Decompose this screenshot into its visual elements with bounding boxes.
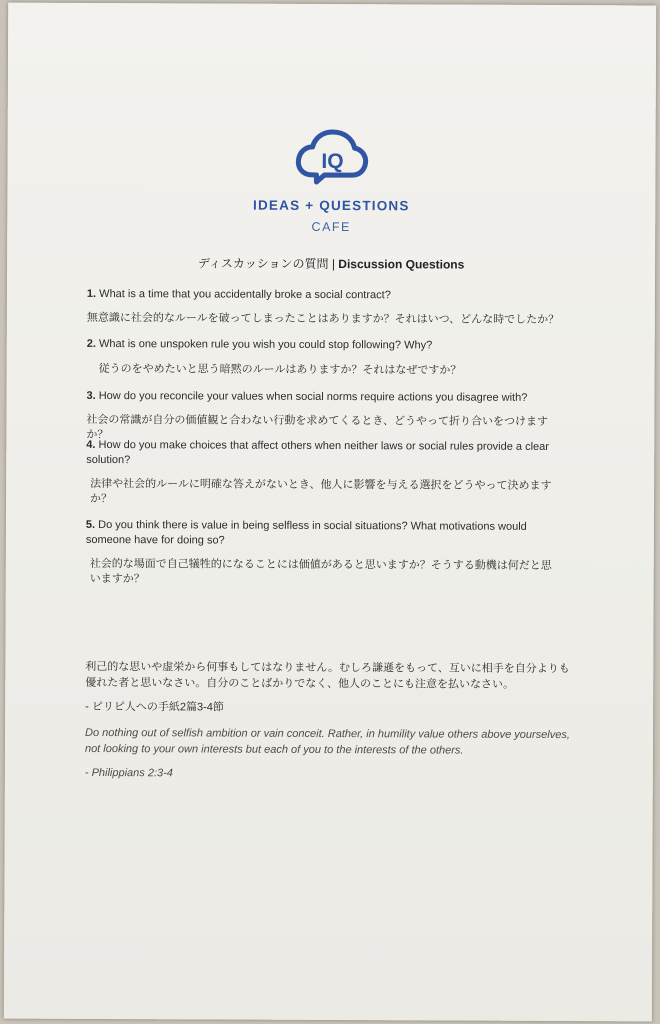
question-2-ja: 従うのをやめたいと思う暗黙のルールはありますか？それはなぜですか？ [98, 362, 462, 377]
quote-english: Do nothing out of selfish ambition or vain conceit. Rather, in humility value others above yourselves, not looking to your own interests but each of you to the interests of the others. [84, 726, 570, 757]
page-title-japanese: ディスカッションの質問 | [197, 256, 339, 272]
brand-name: IDEAS + QUESTIONS [253, 197, 410, 214]
speech-bubble-iq-logo-icon [294, 128, 368, 188]
paper-sheet [4, 3, 656, 1022]
question-1-en [87, 287, 567, 304]
question-number: 4. [86, 438, 96, 451]
question-number: 2. [86, 337, 96, 350]
question-text: How do you make choices that affect others when neither laws or social rules provide a clear solution? [86, 438, 549, 467]
quote-japanese-reference: - ピリピ人への手紙2篇3-4節 [85, 700, 224, 714]
question-4-ja: 法律や社会的ルールに明確な答えがないとき、他人に影響を与える選択をどうやって決めますか？ [90, 477, 552, 506]
question-number: 5. [85, 518, 96, 531]
question-5-ja: 社会的な場面で自己犠牲的になることには価値があると思いますか？そうする動機は何だと思いますか？ [89, 557, 552, 586]
logo [7, 127, 655, 190]
question-1-ja: 無意識に社会的なルールを破ってしまったことはありますか？それはいつ、どんな時でしたか？ [86, 311, 560, 326]
quote-japanese: 利己的な思いや虚栄から何事もしてはなりません。むしろ謙遜をもって、互いに相手を自分よりも優れた者と思いなさい。自分のことばかりでなく、他人のことにも注意を払いなさい。 [85, 660, 570, 691]
question-3-ja: 社会の常識が自分の価値観と合わない行動を求めてくるとき、どうやって折り合いをつけますか？ [86, 413, 548, 442]
question-2-en [87, 337, 567, 354]
question-text: What is a time that you accidentally broke a social contract? [99, 287, 391, 302]
brand-sub: CAFE [311, 219, 351, 235]
question-number: 1. [86, 287, 97, 300]
question-text: Do you think there is value in being selfless in social situations? What motivations would someone have for doing so? [85, 518, 527, 547]
page-title [7, 254, 655, 274]
question-5-en [86, 518, 566, 550]
question-3-en [86, 389, 566, 406]
question-number: 3. [86, 389, 96, 402]
page-title-english: Discussion Questions [338, 257, 465, 272]
logo-mark-text: IQ [321, 149, 344, 174]
quote-english-reference: - Philippians 2:3-4 [84, 766, 173, 780]
question-text: How do you reconcile your values when social norms require actions you disagree with? [98, 389, 528, 404]
question-4-en [86, 438, 566, 470]
question-text: What is one unspoken rule you wish you could stop following? Why? [98, 337, 433, 352]
